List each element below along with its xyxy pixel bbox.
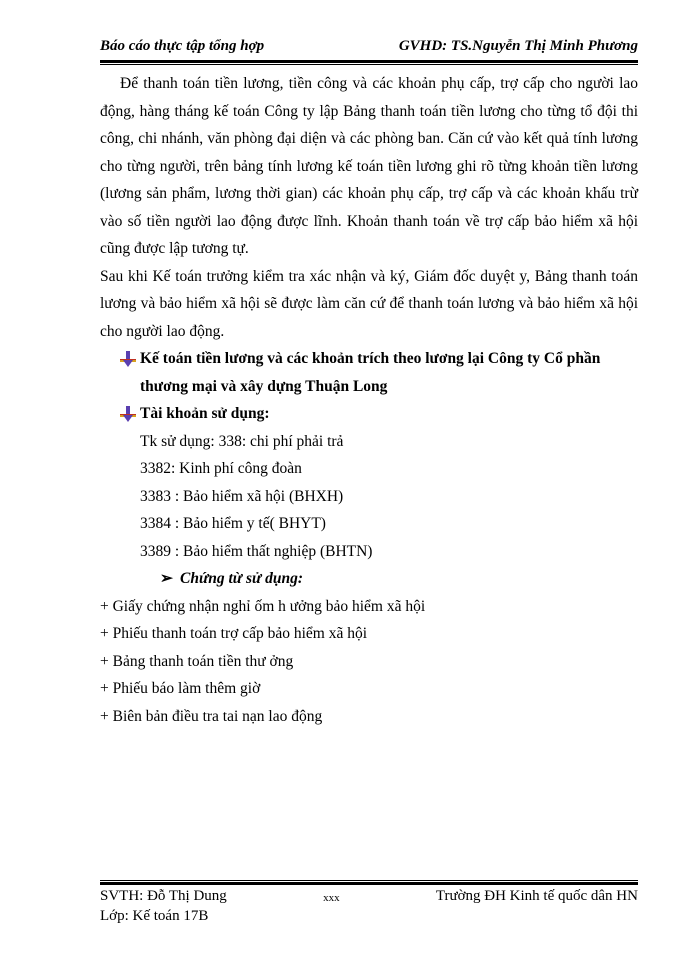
footer-university: Trường ĐH Kinh tế quốc dân HN	[435, 888, 638, 904]
bullet-text: Tài khoản sử dụng:	[140, 405, 270, 422]
account-item: 3383 : Bảo hiểm xã hội (BHXH)	[140, 487, 344, 505]
footer-class: Lớp: Kế toán 17B	[100, 908, 209, 924]
header-supervisor: GVHD: TS.Nguyễn Thị Minh Phương	[398, 38, 638, 54]
down-arrow-bullet-icon	[120, 400, 140, 427]
paragraph-approval: Sau khi Kế toán trưởng kiểm tra xác nhận và ký, Giám đốc duyệt y, Bảng thanh toán lương và bảo hiểm xã hội sẽ được làm căn cứ để thanh toán lương và bảo hiểm xã hội cho người lao động.	[100, 267, 638, 340]
documents-heading: Chứng từ sử dụng:	[180, 570, 304, 587]
documents-list	[100, 593, 638, 731]
document-body	[100, 70, 638, 730]
account-item: 3384 : Bảo hiểm y tế( BHYT)	[140, 515, 326, 532]
chevron-right-icon: ➢	[160, 570, 173, 587]
footer-page-number: xxx	[323, 892, 340, 904]
documents-heading-row	[160, 565, 638, 593]
page-footer	[100, 887, 638, 925]
header-rule	[100, 60, 638, 65]
document-item: + Biên bản điều tra tai nạn lao động	[100, 707, 323, 725]
paragraph-salary-payment: Để thanh toán tiền lương, tiền công và các khoản phụ cấp, trợ cấp cho người lao động, hàng tháng kế toán Công ty lập Bảng thanh toán tiền lương cho từng tổ đội thi công, chi nhánh, văn phòng đại diện và các phòng ban. Căn cứ vào kết quả tính lương cho từng người, trên bảng tính lương kế toán tiền lương ghi rõ từng khoản tiền lương (lương sản phẩm, lương thời gian) các khoản phụ cấp, trợ cấp và các khoản khấu trừ vào số tiền người lao động được lĩnh. Khoản thanh toán về trợ cấp bảo hiểm xã hội cũng được lập tương tự.	[100, 75, 638, 257]
bullet-item-salary-accounting	[120, 345, 638, 400]
account-item: Tk sử dụng: 338: chi phí phải trả	[140, 432, 344, 450]
down-arrow-bullet-icon	[120, 345, 140, 372]
account-list	[140, 428, 638, 566]
footer-rule	[100, 880, 638, 885]
document-item: + Giấy chứng nhận nghỉ ốm h ưởng bảo hiểm xã hội	[100, 597, 426, 615]
document-item: + Phiếu thanh toán trợ cấp bảo hiểm xã hội	[100, 625, 368, 642]
document-item: + Bảng thanh toán tiền thư ởng	[100, 652, 294, 670]
bullet-text: Kế toán tiền lương và các khoản trích theo lương lại Công ty Cổ phần thương mại và xây dựng Thuận Long	[140, 350, 601, 395]
bullet-item-accounts-used	[120, 400, 638, 428]
footer-student: SVTH: Đỗ Thị Dung	[100, 888, 227, 904]
document-item: + Phiếu báo làm thêm giờ	[100, 680, 261, 697]
account-item: 3389 : Bảo hiểm thất nghiệp (BHTN)	[140, 542, 373, 560]
account-item: 3382: Kinh phí công đoàn	[140, 460, 302, 477]
header-report-title: Báo cáo thực tập tổng hợp	[100, 38, 265, 54]
page-header	[100, 38, 638, 55]
